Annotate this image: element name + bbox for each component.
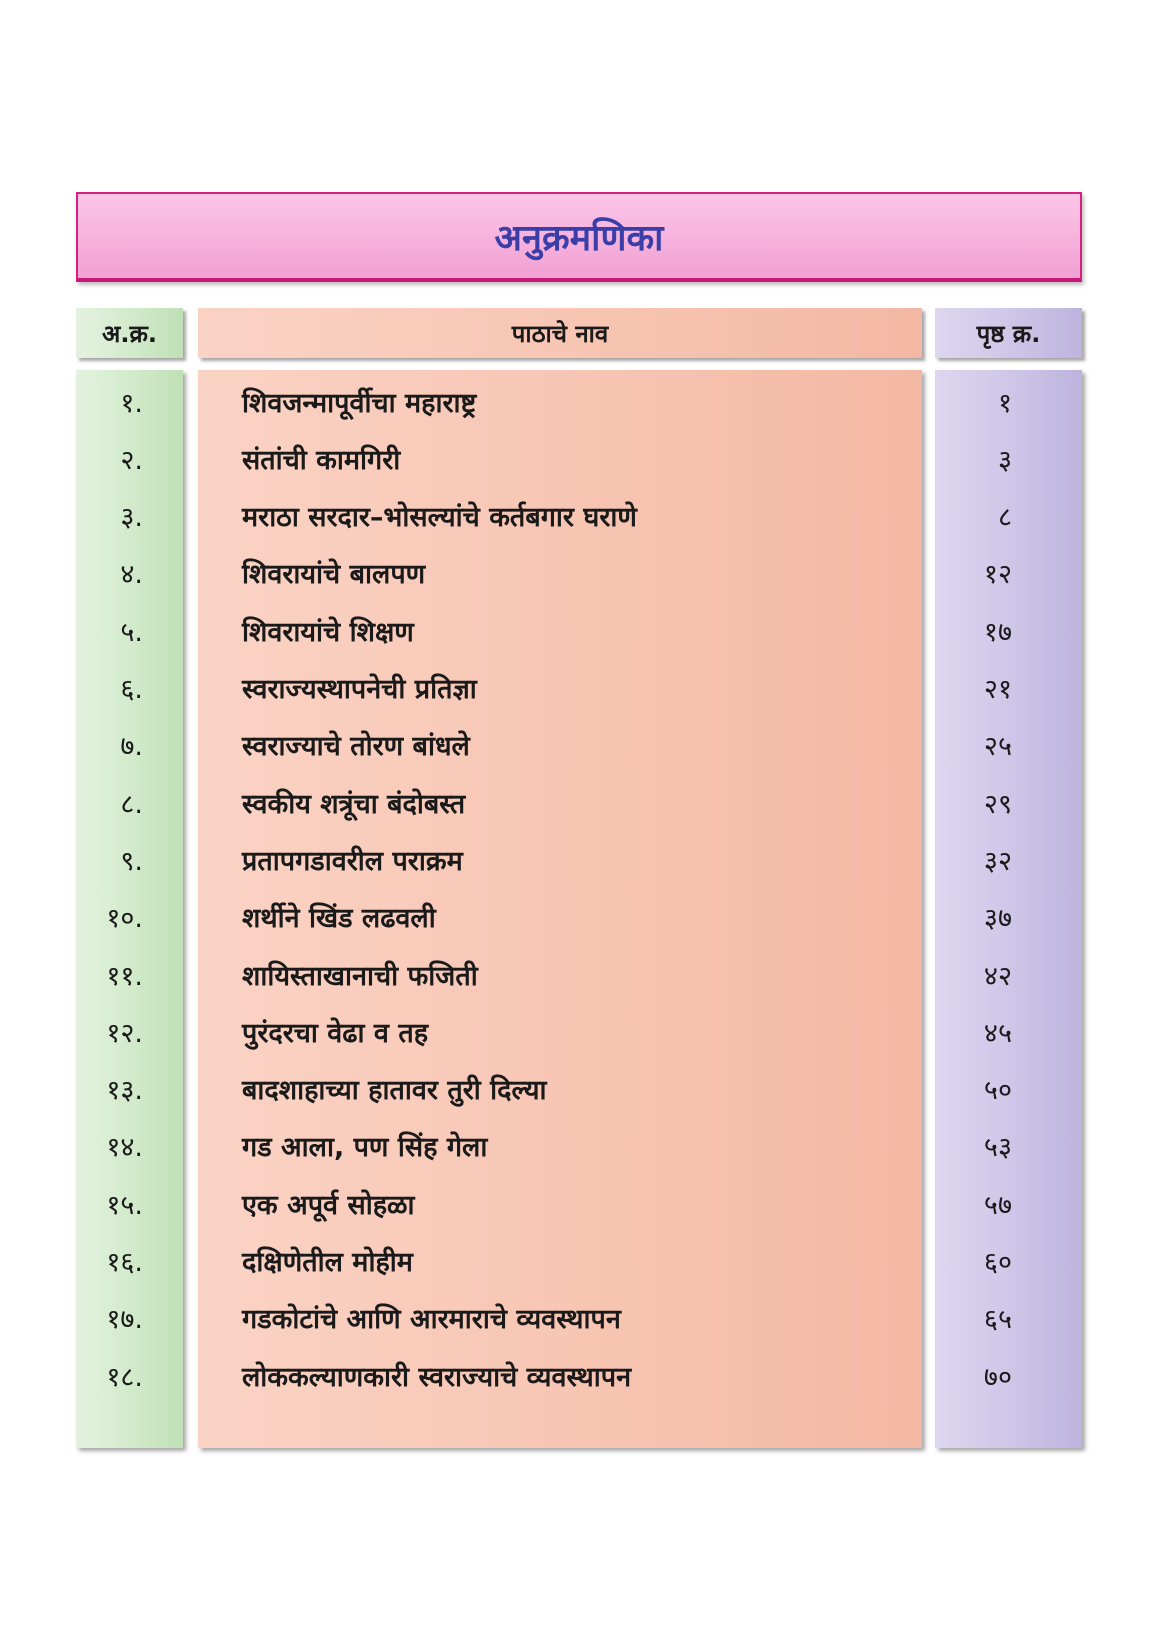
lesson-number: १३. xyxy=(106,1075,143,1107)
lesson-number: १६. xyxy=(106,1247,143,1278)
lesson-name: शिवरायांचे शिक्षण xyxy=(242,616,414,648)
lesson-page: ५३ xyxy=(983,1132,1012,1164)
lesson-number: १७. xyxy=(106,1304,143,1336)
lesson-page: १ xyxy=(997,387,1012,419)
lesson-name: दक्षिणेतील मोहीम xyxy=(242,1247,413,1278)
lesson-name: बादशाहाच्या हातावर तुरी दिल्या xyxy=(242,1075,547,1107)
lesson-name: संतांची कामगिरी xyxy=(242,444,401,476)
lesson-name: लोककल्याणकारी स्वराज्याचे व्यवस्थापन xyxy=(242,1361,632,1393)
lesson-number: १५. xyxy=(106,1189,143,1221)
lesson-name: मराठा सरदार–भोसल्यांचे कर्तबगार घराणे xyxy=(242,502,637,534)
lesson-page: ४२ xyxy=(983,960,1012,992)
lesson-page: ३ xyxy=(997,444,1012,476)
lesson-number: ३. xyxy=(120,502,143,534)
lesson-page: २५ xyxy=(983,731,1012,763)
lesson-number: १०. xyxy=(106,903,143,935)
lesson-page: ५७ xyxy=(983,1189,1012,1221)
page-title: अनुक्रमणिका xyxy=(494,217,664,259)
lesson-number: १८. xyxy=(106,1361,143,1393)
lesson-number: १२. xyxy=(106,1017,143,1049)
lesson-page: ६५ xyxy=(983,1304,1012,1336)
page-column xyxy=(935,370,1082,1448)
lesson-name: स्वराज्यस्थापनेची प्रतिज्ञा xyxy=(242,674,477,705)
lesson-number: ९. xyxy=(120,845,143,877)
lesson-page: १७ xyxy=(983,616,1012,648)
lesson-page: ५० xyxy=(983,1075,1012,1107)
lesson-number: ५. xyxy=(120,616,143,648)
lesson-page: २९ xyxy=(983,788,1012,820)
lesson-number: २. xyxy=(120,444,143,476)
lesson-number: १. xyxy=(120,387,143,419)
lesson-name: शर्थीने खिंड लढवली xyxy=(242,903,436,935)
serial-header: अ.क्र. xyxy=(76,308,183,358)
lesson-number: १४. xyxy=(106,1132,143,1164)
lesson-number: ८. xyxy=(120,788,143,820)
lesson-name: प्रतापगडावरील पराक्रम xyxy=(242,845,463,877)
lesson-name: स्वकीय शत्रूंचा बंदोबस्त xyxy=(242,788,466,820)
lesson-page: ८ xyxy=(997,502,1012,534)
lesson-page: ६० xyxy=(983,1247,1012,1278)
lesson-page: ३२ xyxy=(983,845,1012,877)
lesson-column xyxy=(198,370,922,1448)
page-header: पृष्ठ क्र. xyxy=(935,308,1082,358)
lesson-page: ४५ xyxy=(983,1017,1012,1049)
lesson-number: ४. xyxy=(120,559,143,591)
title-banner xyxy=(76,192,1082,282)
lesson-header: पाठाचे नाव xyxy=(198,308,922,358)
serial-column xyxy=(76,370,183,1448)
lesson-name: पुरंदरचा वेढा व तह xyxy=(242,1017,429,1049)
lesson-number: ७. xyxy=(120,731,143,763)
lesson-number: ११. xyxy=(106,960,143,992)
lesson-name: शिवरायांचे बालपण xyxy=(242,559,426,591)
lesson-page: ७० xyxy=(983,1361,1012,1393)
lesson-page: ३७ xyxy=(983,903,1012,935)
lesson-page: २१ xyxy=(983,674,1012,705)
lesson-number: ६. xyxy=(120,674,143,705)
lesson-page: १२ xyxy=(983,559,1012,591)
lesson-name: एक अपूर्व सोहळा xyxy=(242,1189,415,1221)
lesson-name: स्वराज्याचे तोरण बांधले xyxy=(242,731,470,763)
lesson-name: गड आला, पण सिंह गेला xyxy=(242,1132,488,1164)
lesson-name: शिवजन्मापूर्वीचा महाराष्ट्र xyxy=(242,387,477,419)
lesson-name: शायिस्ताखानाची फजिती xyxy=(242,960,478,992)
lesson-name: गडकोटांचे आणि आरमाराचे व्यवस्थापन xyxy=(242,1304,621,1336)
